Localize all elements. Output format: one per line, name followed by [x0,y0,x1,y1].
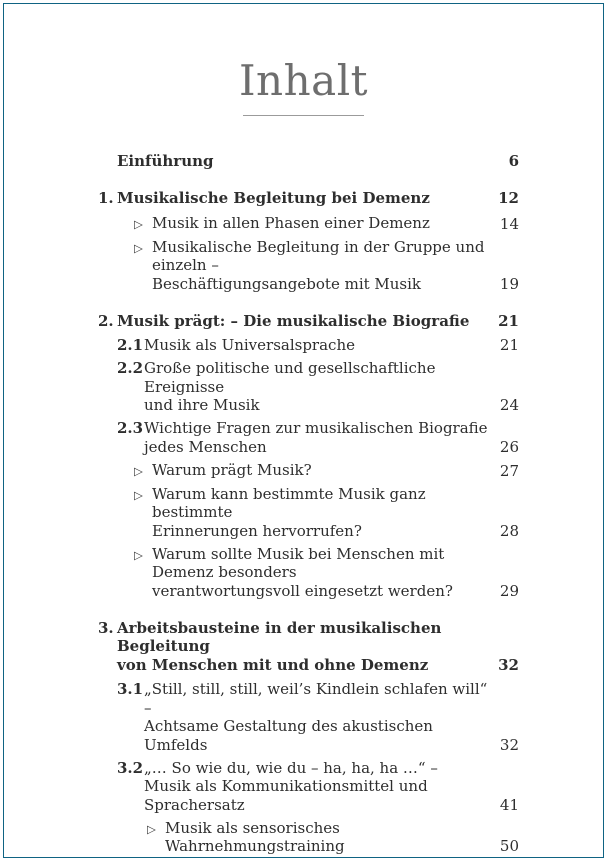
toc-entry-left [117,419,492,456]
entry-text-line: Warum sollte Musik bei Menschen mit Demenz besonders [152,544,445,582]
toc-entry [98,619,519,675]
entry-number: 2. [98,311,114,330]
entry-text-line: Musik als Universalsprache [144,336,355,355]
entry-number: 2.3 [117,419,144,438]
table-of-contents [98,152,519,860]
entry-page-number: 12 [498,189,519,208]
toc-entry-left [147,819,492,856]
toc-entry-left [98,189,490,208]
triangle-bullet-icon: ▷ [147,821,156,836]
triangle-bullet-icon: ▷ [134,487,143,502]
entry-text-line: und ihre Musik [144,396,260,415]
entry-text [117,312,490,331]
entry-text-line: Musikalische Begleitung in der Gruppe und einzeln – [152,237,485,275]
entry-text [144,680,492,754]
entry-page-number: 6 [508,152,519,171]
entry-text-line: Musik als Kommunikationsmittel und Sprachersatz [144,777,428,814]
toc-entry-left [134,545,492,601]
toc-entry-left [117,759,492,815]
toc-entry-left [134,214,492,234]
toc-entry [98,312,519,331]
entry-number: 3.1 [117,680,144,699]
entry-page-number: 26 [499,437,519,456]
toc-entry [98,359,519,415]
entry-page-number: 41 [499,795,519,814]
entry-number: 3.2 [117,758,144,777]
entry-text-line: von Menschen mit und ohne Demenz [117,655,429,674]
toc-entry-left [117,359,492,415]
entry-page-number: 21 [499,336,519,355]
entry-text [152,214,492,233]
triangle-bullet-icon: ▷ [134,463,143,478]
toc-entry [98,461,519,481]
entry-text-line: Wichtige Fragen zur musikalischen Biografie [144,419,488,438]
entry-number: 2.1 [117,336,144,355]
entry-text [152,461,492,480]
toc-entry-left [98,619,490,675]
toc-entry [98,819,519,856]
entry-text [144,359,492,415]
entry-page-number: 29 [499,581,519,600]
entry-page-number: 21 [498,311,519,330]
entry-text-line: Musik prägt: – Die musikalische Biografie [117,311,470,330]
entry-text-line: „… So wie du, wie du – ha, ha, ha …“ – [144,758,438,777]
toc-entry [98,189,519,208]
toc-entry [98,545,519,601]
toc-entry-left [117,152,501,171]
toc-entry [98,238,519,294]
entry-text-line: Arbeitsbausteine in der musikalischen Begleitung [117,618,442,656]
entry-text [117,619,490,675]
entry-page-number: 19 [499,274,519,293]
toc-entry-left [117,680,492,754]
entry-text-line: Einführung [117,152,214,171]
triangle-bullet-icon: ▷ [134,547,143,562]
entry-text-line: Warum kann bestimmte Musik ganz bestimmte [152,484,426,522]
entry-page-number: 32 [499,735,519,754]
entry-text [152,545,492,601]
entry-text [152,238,492,294]
toc-entry [98,419,519,456]
entry-number: 2.2 [117,359,144,378]
entry-text-line: Warum prägt Musik? [152,460,312,479]
entry-text [165,819,492,856]
entry-text-line: Große politische und gesellschaftliche Ereignisse [144,359,436,396]
entry-text-line: Erinnerungen hervorrufen? [152,521,362,540]
entry-text-line: Beschäftigungsangebote mit Musik [152,274,422,293]
toc-entry-left [117,336,492,355]
toc-entry [98,759,519,815]
triangle-bullet-icon: ▷ [134,240,143,255]
entry-number: 1. [98,189,114,208]
toc-entry-left [98,312,490,331]
entry-text [144,759,492,815]
toc-entry [98,485,519,541]
entry-text-line: verantwortungsvoll eingesetzt werden? [152,581,453,600]
toc-entry-left [134,461,492,481]
entry-text [117,152,501,171]
entry-number: 3. [98,618,114,637]
entry-text [144,419,492,456]
entry-text-line: Achtsame Gestaltung des akustischen Umfelds [144,717,433,754]
toc-entry [98,214,519,234]
entry-text-line: Musik in allen Phasen einer Demenz [152,213,430,232]
entry-page-number: 28 [499,521,519,540]
entry-page-number: 50 [499,837,519,856]
triangle-bullet-icon: ▷ [134,216,143,231]
entry-text-line: Musik als sensorisches Wahrnehmungstraining [165,818,345,856]
entry-text [117,189,490,208]
entry-page-number: 32 [498,655,519,674]
toc-entry [98,680,519,754]
entry-text [152,485,492,541]
title-divider [243,115,364,116]
page-title: Inhalt [238,56,369,105]
toc-entry [98,152,519,171]
page-border-frame [3,3,604,858]
toc-entry-left [134,485,492,541]
entry-text [144,336,492,355]
entry-text-line: Musikalische Begleitung bei Demenz [117,189,430,208]
toc-entry-left [134,238,492,294]
entry-text-line: „Still, still, still, weil’s Kindlein schlafen will“ – [144,680,488,717]
entry-page-number: 24 [499,396,519,415]
entry-page-number: 14 [499,214,519,233]
toc-entry [98,336,519,355]
entry-text-line: jedes Menschen [144,437,267,456]
entry-page-number: 27 [499,461,519,480]
